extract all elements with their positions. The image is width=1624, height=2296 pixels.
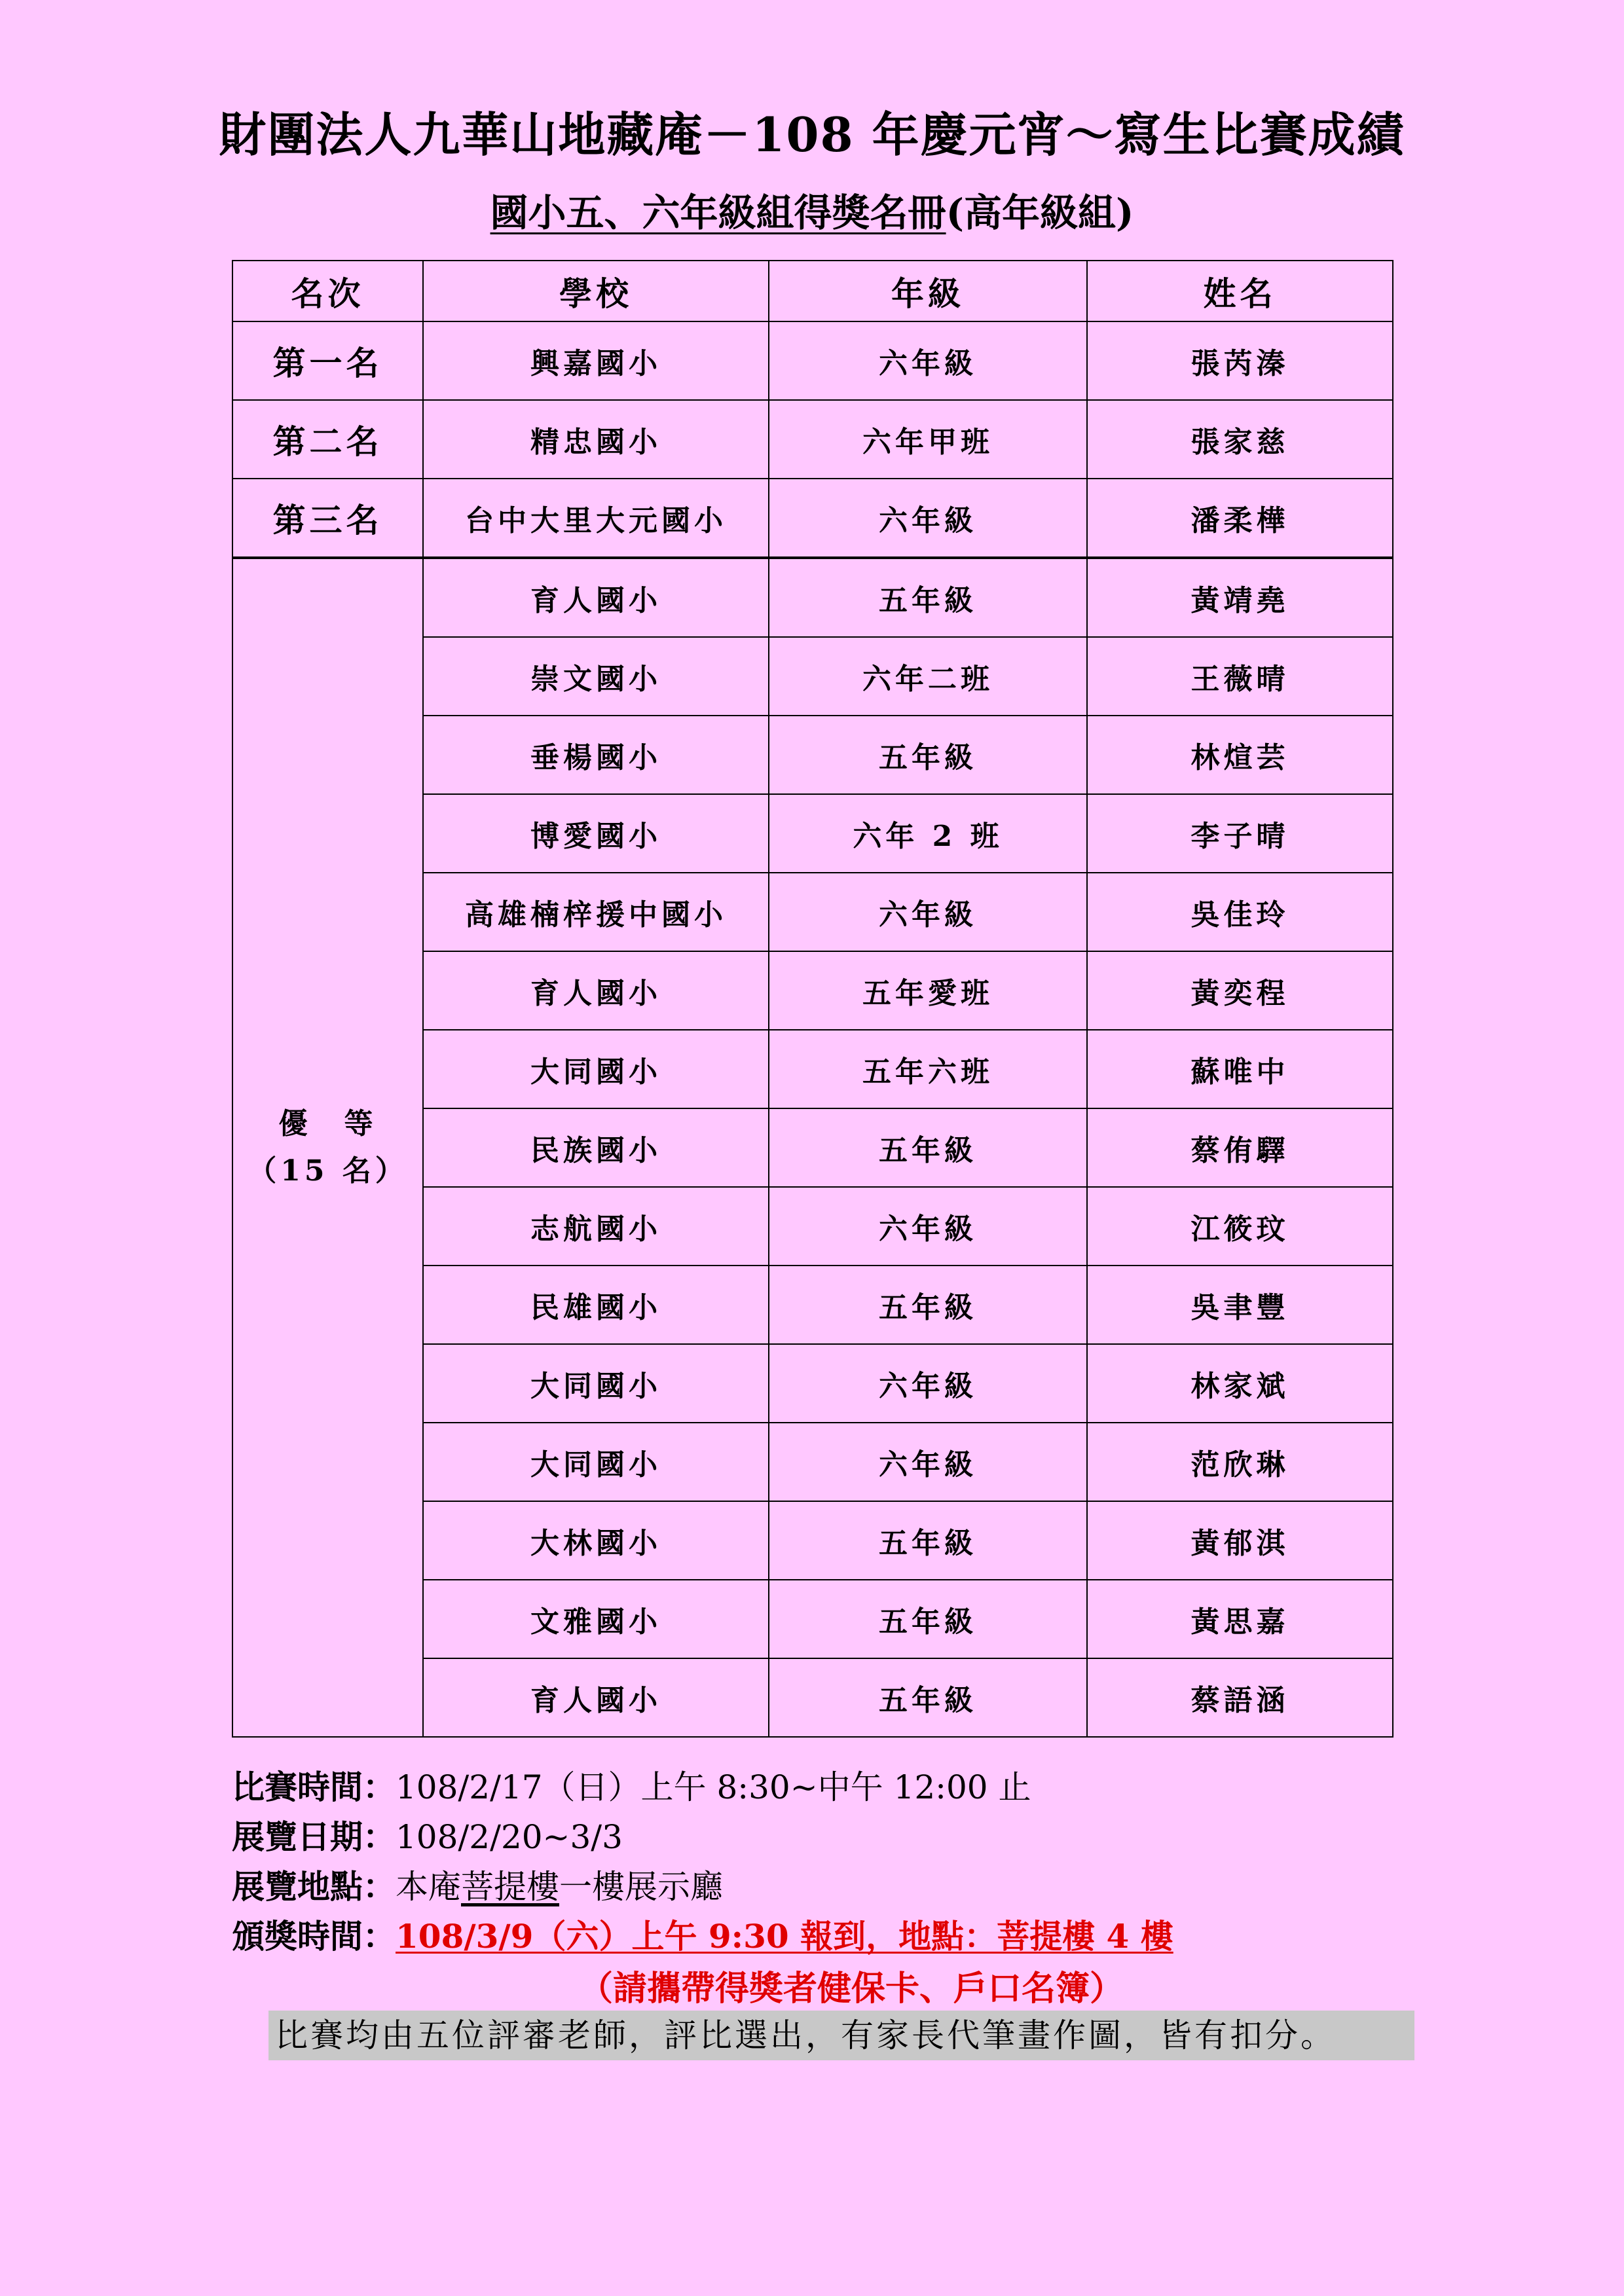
grade-cell: 五年級: [769, 716, 1087, 794]
name-cell: 潘柔樺: [1087, 479, 1393, 558]
name-cell: 張家慈: [1087, 400, 1393, 479]
school-cell: 大林國小: [423, 1501, 769, 1580]
school-cell: 垂楊國小: [423, 716, 769, 794]
table-row: [232, 321, 1393, 400]
award-time-line: [232, 1917, 1173, 1956]
exhibit-date-label: 展覽日期：: [232, 1817, 396, 1856]
name-cell: 黃郁淇: [1087, 1501, 1393, 1580]
school-cell: 精忠國小: [423, 400, 769, 479]
competition-time-line: [232, 1768, 1031, 1807]
grade-cell: 六年級: [769, 1187, 1087, 1266]
page-subtitle: [0, 182, 1624, 237]
results-table: [232, 260, 1393, 1738]
exhibit-place-prefix: 本庵: [396, 1868, 461, 1906]
table-row: [232, 400, 1393, 479]
name-cell: 林煊芸: [1087, 716, 1393, 794]
school-cell: 育人國小: [423, 951, 769, 1030]
name-cell: 林家斌: [1087, 1344, 1393, 1423]
header-school: 學校: [423, 261, 769, 321]
rank-cell: 第二名: [232, 400, 423, 479]
school-cell: 文雅國小: [423, 1580, 769, 1658]
name-cell: 江筱玟: [1087, 1187, 1393, 1266]
school-cell: 崇文國小: [423, 637, 769, 716]
header-rank: 名次: [232, 261, 423, 321]
school-cell: 志航國小: [423, 1187, 769, 1266]
competition-time-label: 比賽時間：: [232, 1768, 396, 1806]
name-cell: 蔡侑驛: [1087, 1108, 1393, 1187]
grade-cell: 六年級: [769, 1344, 1087, 1423]
grade-cell: 五年級: [769, 558, 1087, 637]
subtitle-suffix: (高年級組): [946, 191, 1134, 235]
name-cell: 黃奕程: [1087, 951, 1393, 1030]
header-grade: 年級: [769, 261, 1087, 321]
exhibit-date-value: 108/2/20~3/3: [396, 1818, 623, 1856]
competition-time-value: 108/2/17（日）上午 8:30~中午 12:00 止: [396, 1768, 1031, 1806]
header-name: 姓名: [1087, 261, 1393, 321]
school-cell: 大同國小: [423, 1030, 769, 1108]
school-cell: 大同國小: [423, 1344, 769, 1423]
exhibit-date-line: [232, 1817, 623, 1857]
rank-cell: 第一名: [232, 321, 423, 400]
school-cell: 育人國小: [423, 558, 769, 637]
subtitle-main: 國小五、六年級組得獎名冊: [490, 191, 946, 235]
award-time-label: 頒獎時間：: [232, 1917, 396, 1956]
school-cell: 博愛國小: [423, 794, 769, 873]
grade-cell: 六年級: [769, 479, 1087, 558]
name-cell: 黃靖堯: [1087, 558, 1393, 637]
honor-rank-cell: [232, 558, 423, 1737]
grade-cell: 五年愛班: [769, 951, 1087, 1030]
grade-cell: 六年級: [769, 1423, 1087, 1501]
school-cell: 大同國小: [423, 1423, 769, 1501]
grade-cell: 六年甲班: [769, 400, 1087, 479]
grade-cell: 六年級: [769, 873, 1087, 951]
honor-rank-count: （15 名）: [248, 1154, 408, 1188]
name-cell: 吳聿豐: [1087, 1266, 1393, 1344]
name-cell: 吳佳玲: [1087, 873, 1393, 951]
exhibit-place-label: 展覽地點：: [232, 1867, 396, 1906]
grade-cell: 五年級: [769, 1108, 1087, 1187]
rank-cell: 第三名: [232, 479, 423, 558]
award-time-value: 108/3/9（六）上午 9:30 報到，地點：菩提樓 4 樓: [396, 1917, 1173, 1956]
table-row: [232, 558, 1393, 637]
name-cell: 黃思嘉: [1087, 1580, 1393, 1658]
page-title: 財團法人九華山地藏庵－108 年慶元宵～寫生比賽成績: [219, 107, 1405, 162]
grade-cell: 五年級: [769, 1580, 1087, 1658]
name-cell: 范欣琳: [1087, 1423, 1393, 1501]
table-row: [232, 479, 1393, 558]
grade-cell: 五年級: [769, 1658, 1087, 1737]
name-cell: 王薇晴: [1087, 637, 1393, 716]
exhibit-place-suffix: 一樓展示廳: [559, 1868, 723, 1906]
grade-cell: 六年級: [769, 321, 1087, 400]
footer-note: 比賽均由五位評審老師，評比選出，有家長代筆畫作圖，皆有扣分。: [268, 2011, 1414, 2060]
grade-cell: 五年級: [769, 1501, 1087, 1580]
school-cell: 民雄國小: [423, 1266, 769, 1344]
grade-cell: 六年二班: [769, 637, 1087, 716]
honor-rank-label: 優 等: [278, 1107, 377, 1140]
name-cell: 蔡語涵: [1087, 1658, 1393, 1737]
table-header-row: [232, 261, 1393, 321]
name-cell: 李子晴: [1087, 794, 1393, 873]
exhibit-place-line: [232, 1867, 723, 1906]
grade-cell: 六年 2 班: [769, 794, 1087, 873]
grade-cell: 五年級: [769, 1266, 1087, 1344]
name-cell: 張芮溱: [1087, 321, 1393, 400]
school-cell: 台中大里大元國小: [423, 479, 769, 558]
exhibit-place-building: 菩提樓: [461, 1868, 559, 1906]
school-cell: 興嘉國小: [423, 321, 769, 400]
school-cell: 高雄楠梓援中國小: [423, 873, 769, 951]
grade-cell: 五年六班: [769, 1030, 1087, 1108]
name-cell: 蘇唯中: [1087, 1030, 1393, 1108]
award-note: （請攜帶得獎者健保卡、戶口名簿）: [578, 1969, 1124, 2009]
school-cell: 民族國小: [423, 1108, 769, 1187]
school-cell: 育人國小: [423, 1658, 769, 1737]
